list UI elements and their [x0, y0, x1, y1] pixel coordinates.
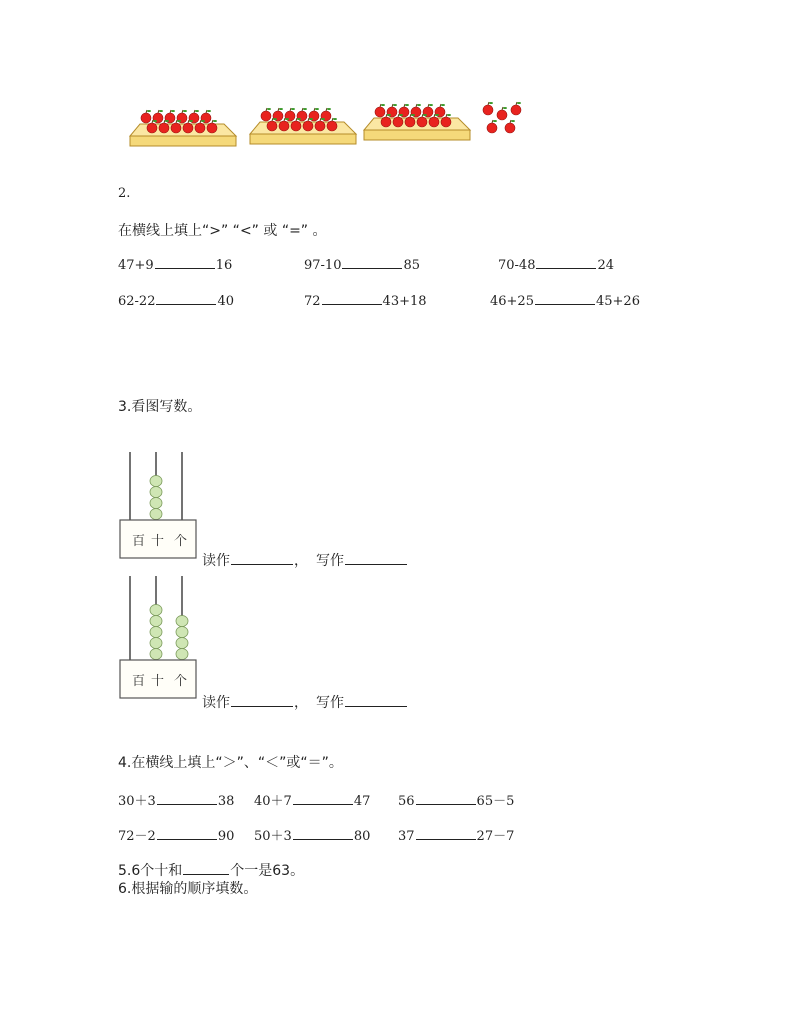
answer-blank[interactable] [156, 303, 216, 305]
write-answer-blank[interactable] [345, 563, 407, 565]
abacus-bead [150, 605, 162, 616]
abacus-bead [176, 649, 188, 660]
abacus-bead [176, 638, 188, 649]
apple-tray-3 [364, 104, 470, 140]
abacus-2-answer-line: 读作 ， 写作 [202, 692, 408, 712]
answer-blank[interactable] [416, 838, 476, 840]
abacus-bead [150, 638, 162, 649]
read-answer-blank[interactable] [231, 563, 293, 565]
abacus-label-ones: 个 [174, 534, 188, 549]
q2-item-2: 97-10 85 [304, 258, 421, 273]
abacus-1-tens-beads [150, 476, 162, 520]
abacus-bead [150, 498, 162, 509]
answer-blank[interactable] [416, 803, 476, 805]
apple-tray-2 [250, 108, 356, 144]
abacus-bead [150, 616, 162, 627]
abacus-2 [118, 574, 200, 704]
abacus-bead [150, 649, 162, 660]
abacus-label-tens: 十 [151, 674, 165, 689]
q2-item-6: 46+25 45+26 [490, 294, 640, 309]
read-answer-blank[interactable] [231, 705, 293, 707]
abacus-1 [118, 450, 200, 562]
q4-item-6: 37 27－7 [398, 829, 515, 844]
answer-blank[interactable] [157, 838, 217, 840]
abacus-2-ones-beads [176, 616, 188, 660]
abacus-bead [150, 509, 162, 520]
q4-title: 4.在横线上填上“＞”、“＜”或“＝”。 [118, 755, 343, 771]
answer-blank[interactable] [322, 303, 382, 305]
q2-number: 2. [118, 186, 131, 201]
apple-trays-illustration [120, 96, 540, 158]
loose-apples [483, 102, 521, 133]
answer-blank[interactable] [157, 803, 217, 805]
answer-blank[interactable] [293, 803, 353, 805]
apple-tray-1 [130, 110, 236, 146]
answer-blank[interactable] [155, 267, 215, 269]
abacus-1-answer-line: 读作 ， 写作 [202, 550, 408, 570]
q3-title: 3.看图写数。 [118, 399, 202, 415]
answer-blank[interactable] [342, 267, 402, 269]
q2-item-1: 47+9 16 [118, 258, 233, 273]
q2-item-4: 62-22 40 [118, 294, 235, 309]
abacus-bead [176, 616, 188, 627]
abacus-bead [150, 476, 162, 487]
q2-item-3: 70-48 24 [498, 258, 615, 273]
q4-item-2: 40＋7 47 [254, 794, 371, 809]
write-answer-blank[interactable] [345, 705, 407, 707]
q4-item-4: 72－2 90 [118, 829, 235, 844]
q5-line: 5.6个十和 个一是63。 [118, 863, 305, 879]
q4-item-3: 56 65－5 [398, 794, 515, 809]
abacus-label-tens: 十 [151, 534, 165, 549]
abacus-bead [150, 487, 162, 498]
q2-instruction: 在横线上填上“>” “<” 或 “=” 。 [118, 223, 327, 239]
q4-item-1: 30＋3 38 [118, 794, 235, 809]
answer-blank[interactable] [293, 838, 353, 840]
abacus-label-hundreds: 百 [132, 534, 146, 549]
answer-blank[interactable] [536, 267, 596, 269]
q4-item-5: 50＋3 80 [254, 829, 371, 844]
abacus-bead [176, 627, 188, 638]
q2-item-5: 72 43+18 [304, 294, 427, 309]
abacus-bead [150, 627, 162, 638]
answer-blank[interactable] [535, 303, 595, 305]
q6-title: 6.根据输的顺序填数。 [118, 881, 258, 897]
abacus-label-hundreds: 百 [132, 674, 146, 689]
abacus-label-ones: 个 [174, 674, 188, 689]
abacus-2-tens-beads [150, 605, 162, 660]
answer-blank[interactable] [183, 873, 229, 875]
